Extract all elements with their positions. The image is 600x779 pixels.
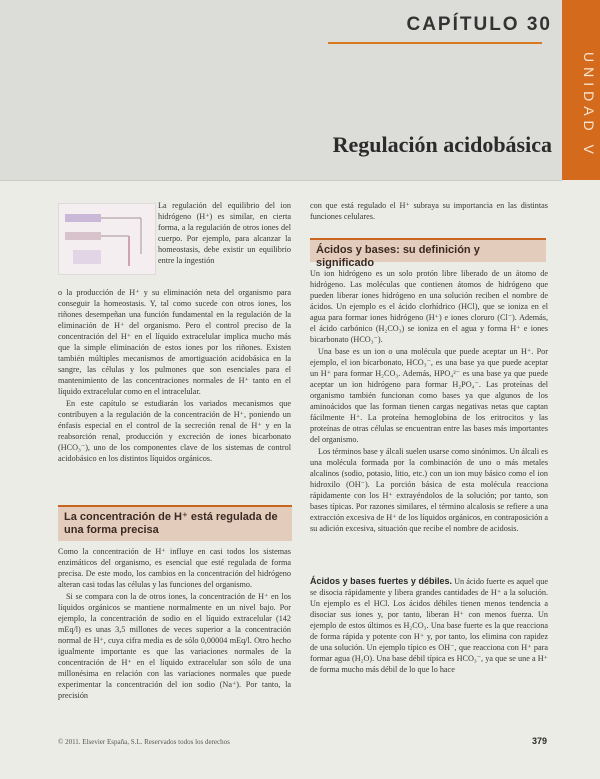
figure-bar-mid xyxy=(65,232,101,240)
col2-p-top: con que está regulado el H⁺ subraya su importancia en las distintas funciones celulares. xyxy=(310,201,548,221)
section2-text xyxy=(310,268,548,535)
figure-illustration xyxy=(59,204,155,274)
section-heading-box xyxy=(58,505,292,541)
section2-heading: Ácidos y bases: su definición y significado xyxy=(316,244,480,269)
chapter-rule xyxy=(328,42,542,44)
intro-paragraph-start xyxy=(158,200,291,267)
col2-top-text xyxy=(310,200,548,223)
page-title: Regulación acidobásica xyxy=(332,132,552,157)
page-number: 379 xyxy=(532,736,548,746)
figure-bar-top xyxy=(65,214,101,222)
figure-box-bottom xyxy=(73,250,101,264)
intro-p2: En este capítulo se estudiarán los variados mecanismos que contribuyen a la regulación de la concentración de H⁺, poniendo un énfasis especial en el control de la secreción renal de H⁺ y en la reabsorción renal, producción y excreción de iones bicarbonato (HCO₃⁻), uno de los componentes clave de los sistemas de control acidobásico en los distintos líquidos orgánicos. xyxy=(58,399,291,463)
strong-weak-body: Un ácido fuerte es aquel que se disocia rápidamente y libera grandes cantidades de H⁺ a la solución. Un ejemplo es el HCl. Los ácidos débiles tienen menos tendencia a disociar sus iones y, por tanto, liberan H⁺ con menos fuerza. Un ejemplo de estos últimos es H₂CO₃. Una base fuerte es la que reacciona de forma rápida y potente con H⁺ y, por tanto, los elimina con rapidez de una solución. Un ejemplo típico es OH⁻, que reacciona con H⁺ para formar agua (H₂O). Una base débil típica es HCO₃⁻, ya que se une a H⁺ de forma mucho más débil de lo que lo hace xyxy=(310,577,549,674)
section2-p3: Los términos base y álcali suelen usarse como sinónimos. Un álcali es una molécula formada por la combinación de uno o más metales alcalinos (sodio, potasio, litio, etc.) con un ion muy básico como el ion hidroxilo (OH⁻). La porción básica de esta molécula reacciona rápidamente con los H⁺ extrayéndolos de la solución; por tanto, son bases típicas. Por razones similares, el término alcalosis se refiere a una extracción excesiva de H⁺ de los líquidos orgánicos, en contraposición a su adición excesiva, situación que recibe el nombre de acidosis. xyxy=(310,447,548,533)
section2-p2: Una base es un ion o una molécula que puede aceptar un H⁺. Por ejemplo, el ion bicarbonato, HCO₃⁻, es una base ya que puede aceptar un H⁺ para formar H₂CO₃. Además, HPO₄²⁻ es una base ya que puede aceptar un ion hidrógeno para formar H₂PO₄⁻. Las proteínas del organismo también funcionan como bases ya que algunos de los aminoácidos que las forman tienen cargas negativas netas que captan fácilmente H⁺. La proteína hemoglobina de los eritrocitos y las proteínas de otras células se encuentran entre las bases más importantes del organismo. xyxy=(310,347,548,444)
section1-p1: Como la concentración de H⁺ influye en casi todos los sistemas enzimáticos del organismo, es esencial que esté regulada de forma precisa. De este modo, los cambios en la concentración del hidrógeno alteran casi todas las células y las funciones del organismo. xyxy=(58,547,291,589)
strong-weak-heading: Ácidos y bases fuertes y débiles. xyxy=(310,576,452,586)
section2-heading-box xyxy=(310,238,546,269)
unit-tab xyxy=(562,0,600,180)
intro-p1-top: La regulación del equilibrio del ion hidrógeno (H⁺) es similar, en cierta forma, a la regulación de otros iones del cuerpo. Por ejemplo, para alcanzar la homeostasis, debe existir un equilibrio entre la ingestión xyxy=(158,201,291,265)
strong-weak-paragraph xyxy=(310,576,548,675)
section1-text xyxy=(58,546,291,702)
intro-paragraph-continued xyxy=(58,287,291,465)
strong-weak-text xyxy=(310,576,548,676)
chapter-label: CAPÍTULO 30 xyxy=(406,14,552,35)
section2-p1: Un ion hidrógeno es un solo protón libre liberado de un átomo de hidrógeno. Las moléculas que contienen átomos de hidrógeno que pueden liberar iones hidrógeno en una solución reciben el nombre de ácidos. Un ejemplo es el ácido clorhídrico (HCl), que se ioniza en el agua para formar iones hidrógeno (H⁺) e iones cloruro (Cl⁻). Además, el ácido carbónico (H₂CO₃) se ioniza en el agua y forma H⁺ e iones bicarbonato (HCO₃⁻). xyxy=(310,269,548,344)
chapter-figure xyxy=(58,203,156,275)
unit-label: UNIDAD V xyxy=(581,52,597,159)
section1-p2: Si se compara con la de otros iones, la concentración de H⁺ en los líquidos orgánicos se mantiene normalmente en un nivel bajo. Por ejemplo, la concentración de sodio en el líquido extracelular (142 mEq/l) es unas 3,5 millones de veces superior a la concentración normal de H⁺, cuya cifra media es de sólo 0,00004 mEq/l. Otro hecho igualmente importante es que las variaciones normales de la concentración de H⁺ en el líquido extracelular son sólo de una millonésima en relación con las variaciones normales que puede experimentar la concentración del ion sodio (Na⁺). Por tanto, la precisión xyxy=(58,592,291,700)
copyright-notice: © 2011. Elsevier España, S.L. Reservados todos los derechos xyxy=(58,738,230,746)
section1-heading: La concentración de H⁺ está regulada de una forma precisa xyxy=(64,511,278,536)
intro-p1-rest: o la producción de H⁺ y su eliminación neta del organismo para conseguir la homeostasis. Y, tal como sucede con otros iones, los riñones desempeñan una función fundamental en la regulación de la eliminación de H⁺ del organismo. Pero el control preciso de la concentración del H⁺ en el líquido extracelular implica mucho más que la simple eliminación de estos iones por los riñones. Existen también múltiples mecanismos de amortiguación acidobásica en la sangre, las células y los pulmones que son esenciales para el mantenimiento de las concentraciones normales de H⁺ tanto en el líquido extracelular como en el intracelular. xyxy=(58,288,291,396)
